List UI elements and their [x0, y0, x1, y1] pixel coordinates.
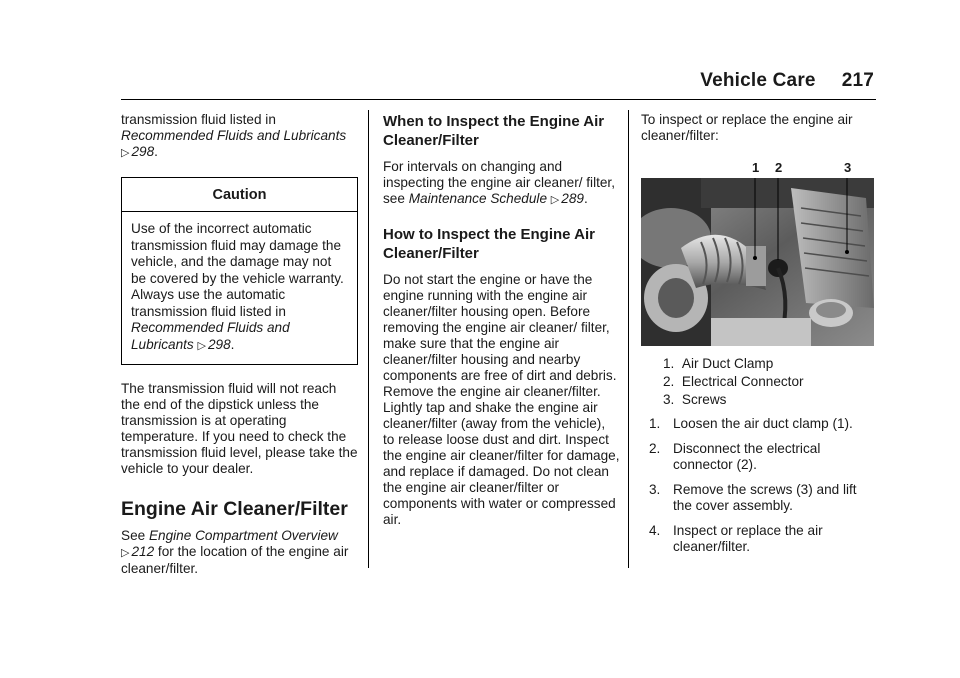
column-1 — [121, 112, 358, 577]
intervals-paragraph: For intervals on changing and inspecting the engine air cleaner/ filter, see Maintenance Schedule ▷ 289. — [383, 159, 615, 206]
engine-air-filter-heading: Engine Air Cleaner/Filter — [121, 498, 348, 520]
inspect-intro: To inspect or replace the engine air cleaner/filter: — [641, 112, 853, 143]
page-ref-298[interactable]: 298 — [131, 144, 155, 159]
page-ref-212[interactable]: 212 — [131, 544, 155, 559]
when-to-inspect-heading: When to Inspect the Engine Air Cleaner/Filter — [383, 113, 605, 149]
header-rule — [121, 99, 876, 100]
engine-compartment-photo — [641, 178, 874, 346]
engine-photo-figure — [641, 160, 879, 346]
dipstick-paragraph: The transmission fluid will not reach the end of the dipstick unless the transmission is at operating temperature. If you need to check the transmission fluid level, please take the vehicle to your dealer. — [121, 381, 358, 476]
step-item: 1. Loosen the air duct clamp (1). — [649, 416, 853, 431]
caution-fluids-link[interactable]: Recommended Fluids and Lubricants — [131, 320, 290, 352]
intro-text: transmission fluid listed in — [121, 112, 276, 127]
legend-item: 2. Electrical Connector — [663, 374, 804, 389]
callout-3: 3 — [844, 160, 852, 175]
page-number: 217 — [841, 70, 874, 91]
how-to-inspect-heading: How to Inspect the Engine Air Cleaner/Filter — [383, 226, 595, 262]
section-title: Vehicle Care — [700, 70, 816, 91]
column-3 — [641, 112, 879, 564]
step-item: 2. Disconnect the electrical connector (2). — [649, 441, 821, 472]
step-item: 3. Remove the screws (3) and lift the cover assembly. — [649, 482, 857, 513]
intervals-text: For intervals on changing and inspecting the engine air cleaner/ filter, see — [383, 159, 615, 206]
column-2 — [383, 112, 620, 528]
page-ref-arrow-icon: ▷ — [197, 339, 206, 352]
maintenance-schedule-link[interactable]: Maintenance Schedule — [408, 191, 548, 206]
engine-compartment-link[interactable]: Engine Compartment Overview — [148, 528, 338, 543]
photo-callouts — [641, 160, 879, 178]
page-ref-arrow-icon: ▷ — [121, 547, 130, 559]
inspect-paragraph: Do not start the engine or have the engine running with the engine air cleaner/filter housing open. Before removing the engine air cleaner/ filter, make sure that the engine air cleaner/filter housing and nearby components are free of dirt and debris. Remove the engine air cleaner/filter. Lightly tap and shake the engine air cleaner/filter (away from the vehicle), to release loose dust and dirt. Inspect the engine air cleaner/filter for damage, and replace if damaged. Do not clean the engine air cleaner/filter or components with water or compressed air. — [383, 272, 620, 527]
procedure-steps — [641, 416, 879, 555]
step-item: 4. Inspect or replace the air cleaner/filter. — [649, 523, 823, 554]
see-text: See — [121, 528, 149, 543]
caution-title: Caution — [122, 178, 357, 212]
caution-text: Use of the incorrect automatic transmission fluid may damage the vehicle, and the damage may not be covered by the vehicle warranty. Always use the automatic transmission fluid listed in — [131, 221, 344, 319]
caution-body: Use of the incorrect automatic transmission fluid may damage the vehicle, and the damage may not be covered by the vehicle warranty. Always use the automatic transmission fluid listed in Recommended Fluids and Lubricants ▷ 298. — [131, 221, 344, 352]
callout-2: 2 — [775, 160, 783, 175]
legend-item: 3. Screws — [663, 392, 727, 407]
figure-legend — [663, 356, 879, 408]
see-paragraph — [121, 528, 358, 577]
column-divider-right — [628, 110, 629, 568]
intro-paragraph: transmission fluid listed in Recommended Fluids and Lubricants ▷ 298. — [121, 112, 347, 159]
page-ref-arrow-icon: ▷ — [550, 194, 560, 206]
legend-item: 1. Air Duct Clamp — [663, 356, 774, 371]
page-header — [700, 70, 874, 92]
page-ref-arrow-icon: ▷ — [121, 147, 130, 159]
caution-box — [121, 177, 358, 365]
recommended-fluids-link[interactable]: Recommended Fluids and Lubricants — [121, 128, 347, 143]
page-ref-289[interactable]: 289 — [561, 191, 584, 206]
see-tail: for the location of the engine air cleaner/filter. — [121, 544, 349, 576]
caution-page-ref[interactable]: 298 — [207, 336, 231, 352]
callout-1: 1 — [752, 160, 760, 175]
column-divider-left — [368, 110, 369, 568]
